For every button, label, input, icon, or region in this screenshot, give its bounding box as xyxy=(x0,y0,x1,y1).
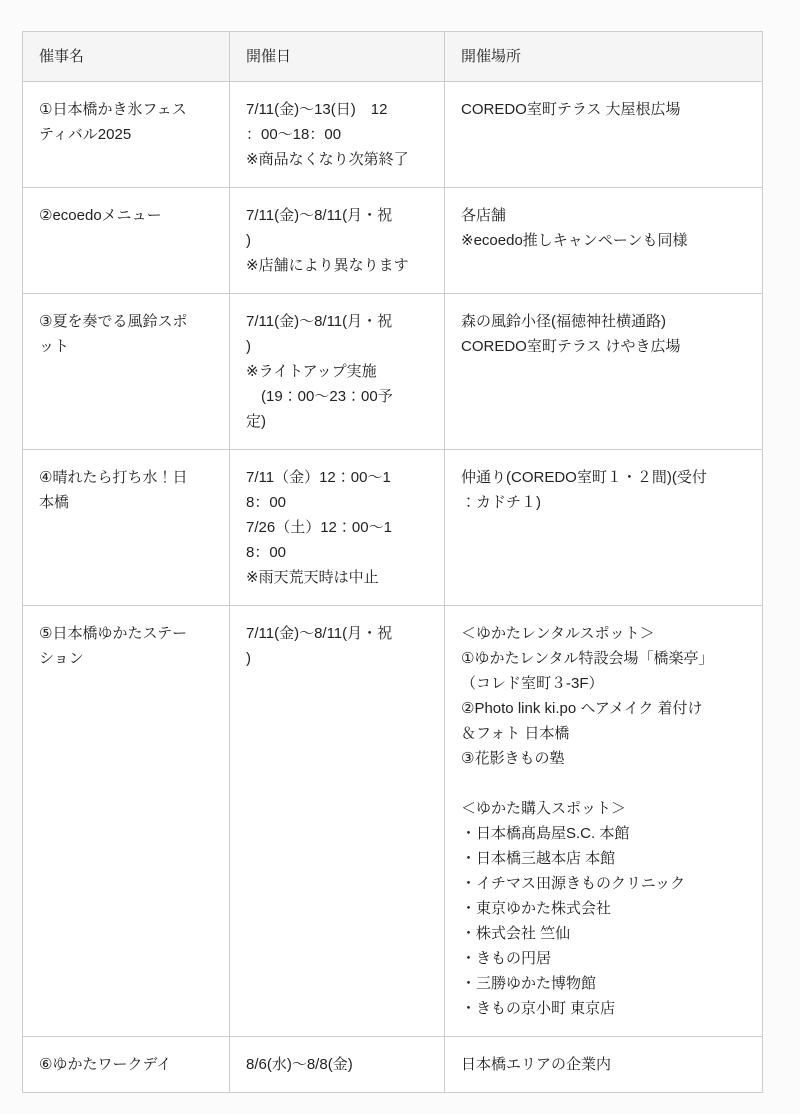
text-line: ティバル2025 xyxy=(39,126,132,143)
text-line: COREDO室町テラス けやき広場 xyxy=(461,338,681,355)
text-line: ) xyxy=(246,232,251,249)
table-row xyxy=(23,606,763,1037)
table-row xyxy=(23,82,763,188)
header-cell-location: 開催場所 xyxy=(445,32,763,82)
text-line: 7/11(金)〜8/11(月・祝 xyxy=(246,207,393,224)
text-line: ④晴れたら打ち水！日 xyxy=(39,469,188,486)
text-line: ※店舗により異なります xyxy=(246,257,409,274)
location-cell xyxy=(445,294,763,450)
text-line: 7/11(金)〜8/11(月・祝 xyxy=(246,625,393,642)
text-line: ＜ゆかた購入スポット＞ xyxy=(461,800,627,817)
text-line: 7/11(金)〜8/11(月・祝 xyxy=(246,313,393,330)
text-line xyxy=(461,771,746,796)
text-line: ①日本橋かき氷フェス xyxy=(39,101,187,118)
header-row xyxy=(23,32,763,82)
date-cell xyxy=(230,606,445,1037)
text-line: ・三勝ゆかた博物館 xyxy=(461,975,597,992)
table-row xyxy=(23,294,763,450)
table-row xyxy=(23,188,763,294)
text-line: ③花影きもの塾 xyxy=(461,750,565,767)
table-header xyxy=(23,32,763,82)
table-row xyxy=(23,1037,763,1093)
event-cell xyxy=(23,82,230,188)
text-line: 7/11（金）12：00〜1 xyxy=(246,469,391,486)
text-line: 森の風鈴小径(福徳神社横通路) xyxy=(461,313,666,330)
text-line: ※雨天荒天時は中止 xyxy=(246,569,379,586)
text-line: ) xyxy=(246,338,251,355)
text-line: ・きもの円居 xyxy=(461,950,552,967)
text-line: ⑥ゆかたワークデイ xyxy=(39,1056,172,1073)
text-line: 7/11(金)〜13(日) 12 xyxy=(246,101,388,118)
event-cell xyxy=(23,294,230,450)
text-line: ①ゆかたレンタル特設会場「橋楽亭」 xyxy=(461,650,714,667)
text-line: ・株式会社 竺仙 xyxy=(461,925,571,942)
text-line: ション xyxy=(39,650,84,667)
text-line: ・日本橋髙島屋S.C. 本館 xyxy=(461,825,630,842)
event-cell xyxy=(23,1037,230,1093)
text-line: ②ecoedoメニュー xyxy=(39,207,162,224)
table-body xyxy=(23,82,763,1093)
header-cell-date: 開催日 xyxy=(230,32,445,82)
text-line: ※ecoedo推しキャンペーンも同様 xyxy=(461,232,688,249)
text-line: ③夏を奏でる風鈴スポ xyxy=(39,313,188,330)
text-line: ＜ゆかたレンタルスポット＞ xyxy=(461,625,655,642)
text-line: 8/6(水)〜8/8(金) xyxy=(246,1056,353,1073)
event-info-table xyxy=(22,31,763,1093)
text-line: ⑤日本橋ゆかたステー xyxy=(39,625,188,642)
location-cell xyxy=(445,82,763,188)
date-cell xyxy=(230,1037,445,1093)
text-line: （コレド室町３-3F） xyxy=(461,675,604,692)
text-line: ) xyxy=(246,650,251,667)
text-line: ：00〜18：00 xyxy=(246,126,342,143)
location-cell xyxy=(445,450,763,606)
text-line: ②Photo link ki.po ヘアメイク 着付け xyxy=(461,700,703,717)
date-cell xyxy=(230,450,445,606)
text-line: 本橋 xyxy=(39,494,70,511)
text-line: 各店舗 xyxy=(461,207,507,224)
text-line: 7/26（土）12：00〜1 xyxy=(246,519,392,536)
text-line: ・東京ゆかた株式会社 xyxy=(461,900,612,917)
text-line: (19：00〜23：00予 xyxy=(246,388,393,405)
date-cell xyxy=(230,82,445,188)
event-cell xyxy=(23,450,230,606)
text-line: ※ライトアップ実施 xyxy=(246,363,377,380)
text-line: 日本橋エリアの企業内 xyxy=(461,1056,612,1073)
text-line: ・きもの京小町 東京店 xyxy=(461,1000,616,1017)
text-line: ＆フォト 日本橋 xyxy=(461,725,570,742)
text-line: ※商品なくなり次第終了 xyxy=(246,151,409,168)
location-cell xyxy=(445,606,763,1037)
text-line: 8：00 xyxy=(246,494,287,511)
text-line: 定) xyxy=(246,413,266,430)
date-cell xyxy=(230,188,445,294)
text-line: ット xyxy=(39,338,70,355)
text-line: COREDO室町テラス 大屋根広場 xyxy=(461,101,681,118)
event-cell xyxy=(23,606,230,1037)
text-line: 8：00 xyxy=(246,544,287,561)
header-cell-event: 催事名 xyxy=(23,32,230,82)
table-row xyxy=(23,450,763,606)
text-line: 仲通り(COREDO室町１・２間)(受付 xyxy=(461,469,707,486)
text-line: ：カドチ１) xyxy=(461,494,541,511)
text-line: ・日本橋三越本店 本館 xyxy=(461,850,616,867)
event-cell xyxy=(23,188,230,294)
location-cell xyxy=(445,1037,763,1093)
location-cell xyxy=(445,188,763,294)
date-cell xyxy=(230,294,445,450)
text-line: ・イチマス田源きものクリニック xyxy=(461,875,686,892)
